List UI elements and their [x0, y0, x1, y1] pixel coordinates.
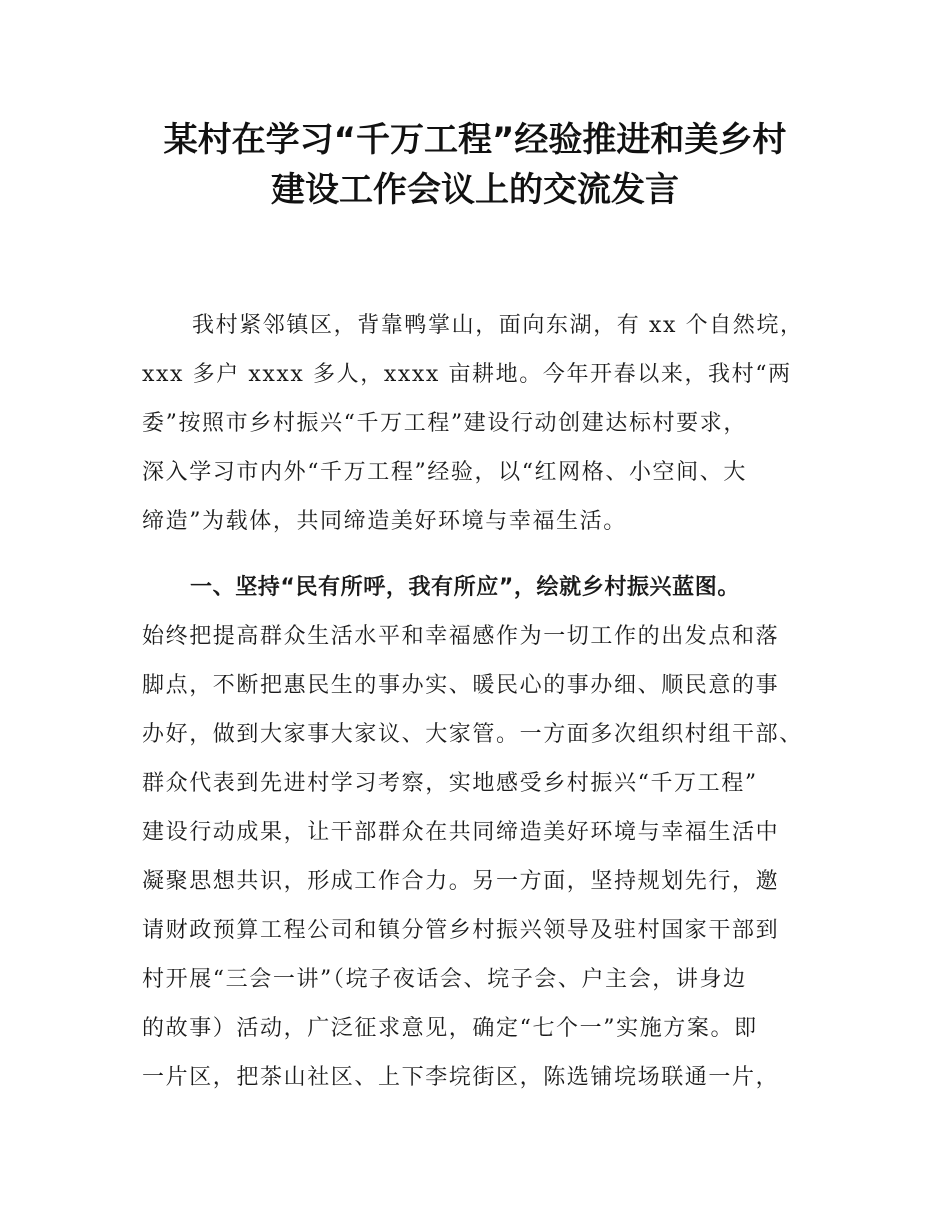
- section-paragraph-line: 的故事）活动，广泛征求意见，确定“七个一”实施方案。即: [142, 1016, 758, 1041]
- section-paragraph-line: 办好，做到大家事大家议、大家管。一方面多次组织村组干部、: [142, 722, 803, 747]
- intro-paragraph-line: 我村紧邻镇区，背靠鸭掌山，面向东湖，有 xx 个自然垸，: [192, 313, 804, 338]
- document-title-line-1: 某村在学习“千万工程”经验推进和美乡村: [163, 120, 787, 160]
- section-paragraph-line: 群众代表到先进村学习考察，实地感受乡村振兴“千万工程”: [142, 771, 758, 796]
- section-paragraph-line: 凝聚思想共识，形成工作合力。另一方面，坚持规划先行，邀: [142, 869, 780, 894]
- section-paragraph-line: 始终把提高群众生活水平和幸福感作为一切工作的出发点和落: [142, 624, 780, 649]
- section-paragraph-line: 请财政预算工程公司和镇分管乡村振兴领导及驻村国家干部到: [142, 918, 780, 943]
- section-paragraph-line: 一片区，把茶山社区、上下李垸街区，陈选铺垸场联通一片，: [142, 1065, 780, 1090]
- section-paragraph-line: 建设行动成果，让干部群众在共同缔造美好环境与幸福生活中: [142, 820, 780, 845]
- section-heading: 一、坚持“民有所呼，我有所应”，绘就乡村振兴蓝图。: [190, 575, 740, 600]
- document-title-line-2: 建设工作会议上的交流发言: [271, 170, 679, 210]
- section-paragraph-line: 脚点，不断把惠民生的事办实、暖民心的事办细、顺民意的事: [142, 673, 780, 698]
- intro-paragraph-line: xxx 多户 xxxx 多人，xxxx 亩耕地。今年开春以来，我村“两: [142, 362, 792, 387]
- intro-paragraph-line: 缔造”为载体，共同缔造美好环境与幸福生活。: [142, 509, 627, 534]
- intro-paragraph-line: 深入学习市内外“千万工程”经验，以“红网格、小空间、大: [142, 460, 747, 485]
- section-paragraph-line: 村开展“三会一讲”（垸子夜话会、垸子会、户主会，讲身边: [142, 967, 747, 992]
- intro-paragraph-line: 委”按照市乡村振兴“千万工程”建设行动创建达标村要求，: [142, 411, 747, 436]
